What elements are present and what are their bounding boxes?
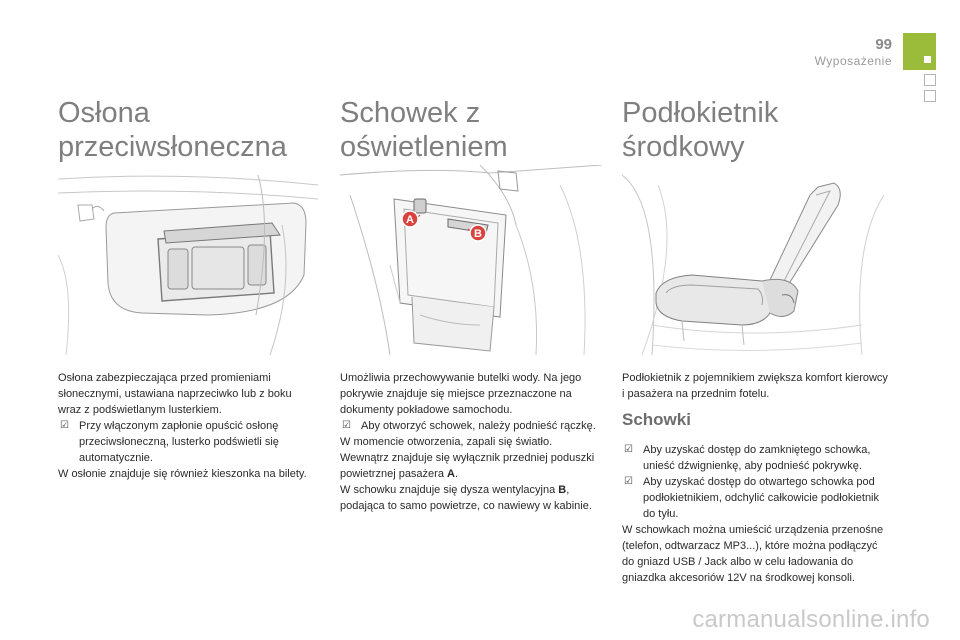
glovebox-text	[340, 370, 602, 514]
tab-marker	[924, 56, 931, 63]
ref-b: B	[558, 484, 567, 496]
checkbox-bullet-icon: ☑	[60, 420, 69, 431]
bullet-item: ☑ Aby uzyskać dostęp do otwartego schowka pod podłokietnikiem, odchylić całkowicie podłokietnik do tyłu.	[624, 476, 880, 520]
sun-visor-title: Osłona przeciwsłoneczna	[58, 97, 287, 163]
armrest-text	[622, 370, 888, 586]
chapter-tab-active[interactable]	[903, 33, 936, 70]
glovebox-illustration	[340, 165, 602, 357]
paragraph: W osłonie znajduje się również kieszonka na bilety.	[58, 468, 307, 480]
paragraph: W schowkach można umieścić urządzenia przenośne (telefon, odtwarzacz MP3...), które można podłączyć do gniazd USB / Jack albo w celu ładowania do gniazdka akcesoriów 12V na środkowej konsoli.	[622, 524, 884, 584]
paragraph: Umożliwia przechowywanie butelki wody. Na jego pokrywie znajduje się miejsce przeznaczone na dokumenty pokładowe samochodu.	[340, 372, 582, 416]
paragraph: W momencie otworzenia, zapali się światło. Wewnątrz znajduje się wyłącznik przedniej poduszki powietrznej pasażera A.	[340, 436, 595, 480]
bullet-item: ☑ Aby otworzyć schowek, należy podnieść rączkę.	[342, 420, 596, 432]
chapter-tab[interactable]	[924, 74, 936, 86]
armrest-illustration	[622, 165, 884, 357]
paragraph: Osłona zabezpieczająca przed promieniami słonecznymi, ustawiana naprzeciwko lub z boku wraz z podświetlanym lusterkiem.	[58, 372, 292, 416]
paragraph: W schowku znajduje się dysza wentylacyjna B, podająca to samo powietrze, co nawiewy w kabinie.	[340, 484, 592, 512]
paragraph: Podłokietnik z pojemnikiem zwiększa komfort kierowcy i pasażera na przednim fotelu.	[622, 372, 888, 400]
sun-visor-illustration	[58, 165, 318, 357]
callout-b-label: B	[474, 228, 482, 240]
bullet-item: ☑ Aby uzyskać dostęp do zamkniętego schowka, unieść dźwignienkę, aby podnieść pokrywkę.	[624, 444, 871, 472]
watermark: carmanualsonline.info	[692, 606, 930, 633]
page-number: 99	[875, 36, 892, 53]
callout-a-label: A	[406, 214, 414, 226]
sun-visor-text	[58, 370, 308, 482]
chapter-tab[interactable]	[924, 90, 936, 102]
section-name: Wyposażenie	[814, 54, 892, 68]
checkbox-bullet-icon: ☑	[624, 476, 633, 487]
ref-a: A	[447, 468, 455, 480]
checkbox-bullet-icon: ☑	[342, 420, 351, 431]
glovebox-title: Schowek z oświetleniem	[340, 97, 508, 163]
storage-subheading: Schowki	[622, 410, 691, 429]
checkbox-bullet-icon: ☑	[624, 444, 633, 455]
bullet-item: ☑ Przy włączonym zapłonie opuścić osłonę przeciwsłoneczną, lusterko podświetli się automatycznie.	[60, 420, 279, 464]
armrest-title: Podłokietnik środkowy	[622, 97, 779, 163]
